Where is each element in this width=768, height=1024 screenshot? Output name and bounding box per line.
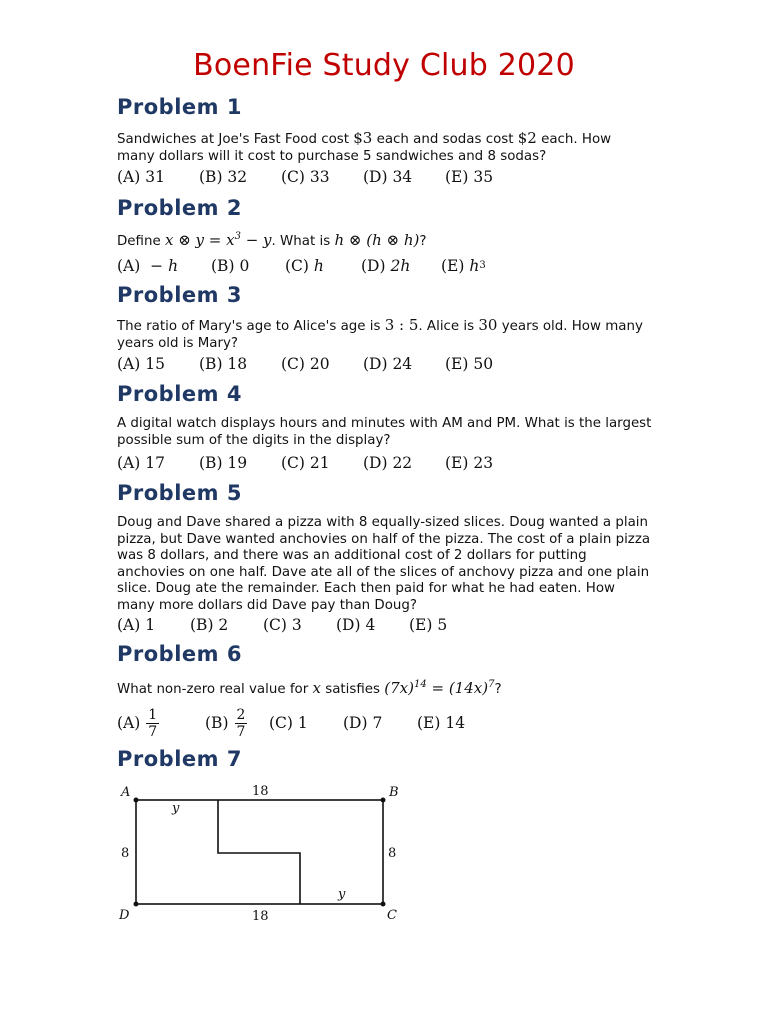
choice-a: (A) 1	[117, 616, 156, 634]
choice-b: (B) 2	[190, 616, 229, 634]
problem-4-text: A digital watch displays hours and minutes with AM and PM. What is the largest possible sum of the digits in the display?	[117, 416, 652, 448]
choice-e: (E) 23	[445, 454, 494, 472]
problem-5-heading: Problem 5	[117, 481, 242, 505]
choice-d: (D) 34	[363, 168, 413, 186]
choice-d: (D) 4	[336, 616, 376, 634]
left-length-label: 8	[121, 846, 130, 861]
problem-3-choices	[117, 355, 527, 373]
choice-a: (A) $\frac{1}{7}$	[117, 706, 158, 740]
corner-label-d: D	[119, 908, 130, 923]
problem-6-text: What non-zero real value for x satisfies $(7x)^{14} = (14x)^7$?	[117, 679, 502, 697]
corner-dot-c	[381, 902, 386, 907]
choice-a: (A) 31	[117, 168, 165, 186]
corner-dot-a	[134, 798, 139, 803]
choice-b: (B) 0	[211, 257, 250, 275]
problem-5-choices	[117, 616, 482, 634]
problem-7-heading: Problem 7	[117, 747, 242, 771]
choice-c: (C) 3	[263, 616, 302, 634]
problem-2-heading: Problem 2	[117, 196, 242, 220]
problem-1-heading: Problem 1	[117, 95, 242, 119]
choice-c: (C) 20	[281, 355, 330, 373]
top-length-label: 18	[252, 784, 269, 799]
corner-label-b: B	[389, 785, 399, 800]
inner-path	[218, 800, 300, 904]
corner-label-a: A	[121, 785, 131, 800]
choice-d: (D) 2h	[361, 257, 411, 275]
y-label-bottom: y	[338, 887, 346, 902]
choice-d: (D) 24	[363, 355, 413, 373]
problem-1-choices	[117, 168, 527, 186]
choice-d: (D) 7	[343, 714, 383, 732]
choice-c: (C) 33	[281, 168, 330, 186]
choice-b: (B) 32	[199, 168, 248, 186]
choice-e: (E) 5	[409, 616, 448, 634]
choice-b: (B) 18	[199, 355, 248, 373]
bottom-length-label: 18	[252, 909, 269, 924]
problem-2-choices	[117, 257, 486, 275]
choice-c: (C) h	[285, 257, 324, 275]
corner-label-c: C	[387, 908, 397, 923]
choice-d: (D) 22	[363, 454, 413, 472]
corner-dot-b	[381, 798, 386, 803]
problem-4-choices	[117, 454, 527, 472]
problem-3-text: The ratio of Mary's age to Alice's age is 3 : 5. Alice is 30 years old. How many years old is Mary?	[117, 316, 643, 351]
problem-3-heading: Problem 3	[117, 283, 242, 307]
choice-c: (C) 1	[269, 714, 308, 732]
problem-6-heading: Problem 6	[117, 642, 242, 666]
choice-e: (E) h 3	[441, 257, 486, 275]
choice-a: (A) − h	[117, 257, 179, 275]
choice-b: (B) $\frac{2}{7}$	[205, 706, 246, 740]
choice-a: (A) 17	[117, 454, 165, 472]
page-title: BoenFie Study Club 2020	[193, 48, 575, 83]
problem-1-text: Sandwiches at Joe's Fast Food cost $3 each and sodas cost $2 each. How many dollars will it cost to purchase 5 sandwiches and 8 sodas?	[117, 129, 612, 164]
corner-dot-d	[134, 902, 139, 907]
choice-e: (E) 50	[445, 355, 494, 373]
problem-4-heading: Problem 4	[117, 382, 242, 406]
choice-e: (E) 14	[417, 714, 466, 732]
choice-c: (C) 21	[281, 454, 330, 472]
right-length-label: 8	[388, 846, 397, 861]
y-label-top: y	[172, 801, 180, 816]
problem-5-text: Doug and Dave shared a pizza with 8 equally-sized slices. Doug wanted a plain pizza, but Dave wanted anchovies on half of the pizza. The cost of a plain pizza was 8 dollars, and there was an additional cost of 2 dollars for putting anchovies on one half. Dave ate all of the slices of anchovy pizza and one plain slice. Doug ate the remainder. Each then paid for what he had eaten. How many more dollars did Dave pay than Doug?	[117, 515, 651, 613]
choice-b: (B) 19	[199, 454, 248, 472]
problem-2-text: Define x ⊗ $y = x^3 - y$. What is h ⊗ (h ⊗ h)?	[117, 231, 427, 249]
choice-a: (A) 15	[117, 355, 165, 373]
choice-e: (E) 35	[445, 168, 494, 186]
problem-6-choices	[117, 703, 465, 743]
rectangle-figure	[110, 780, 410, 930]
